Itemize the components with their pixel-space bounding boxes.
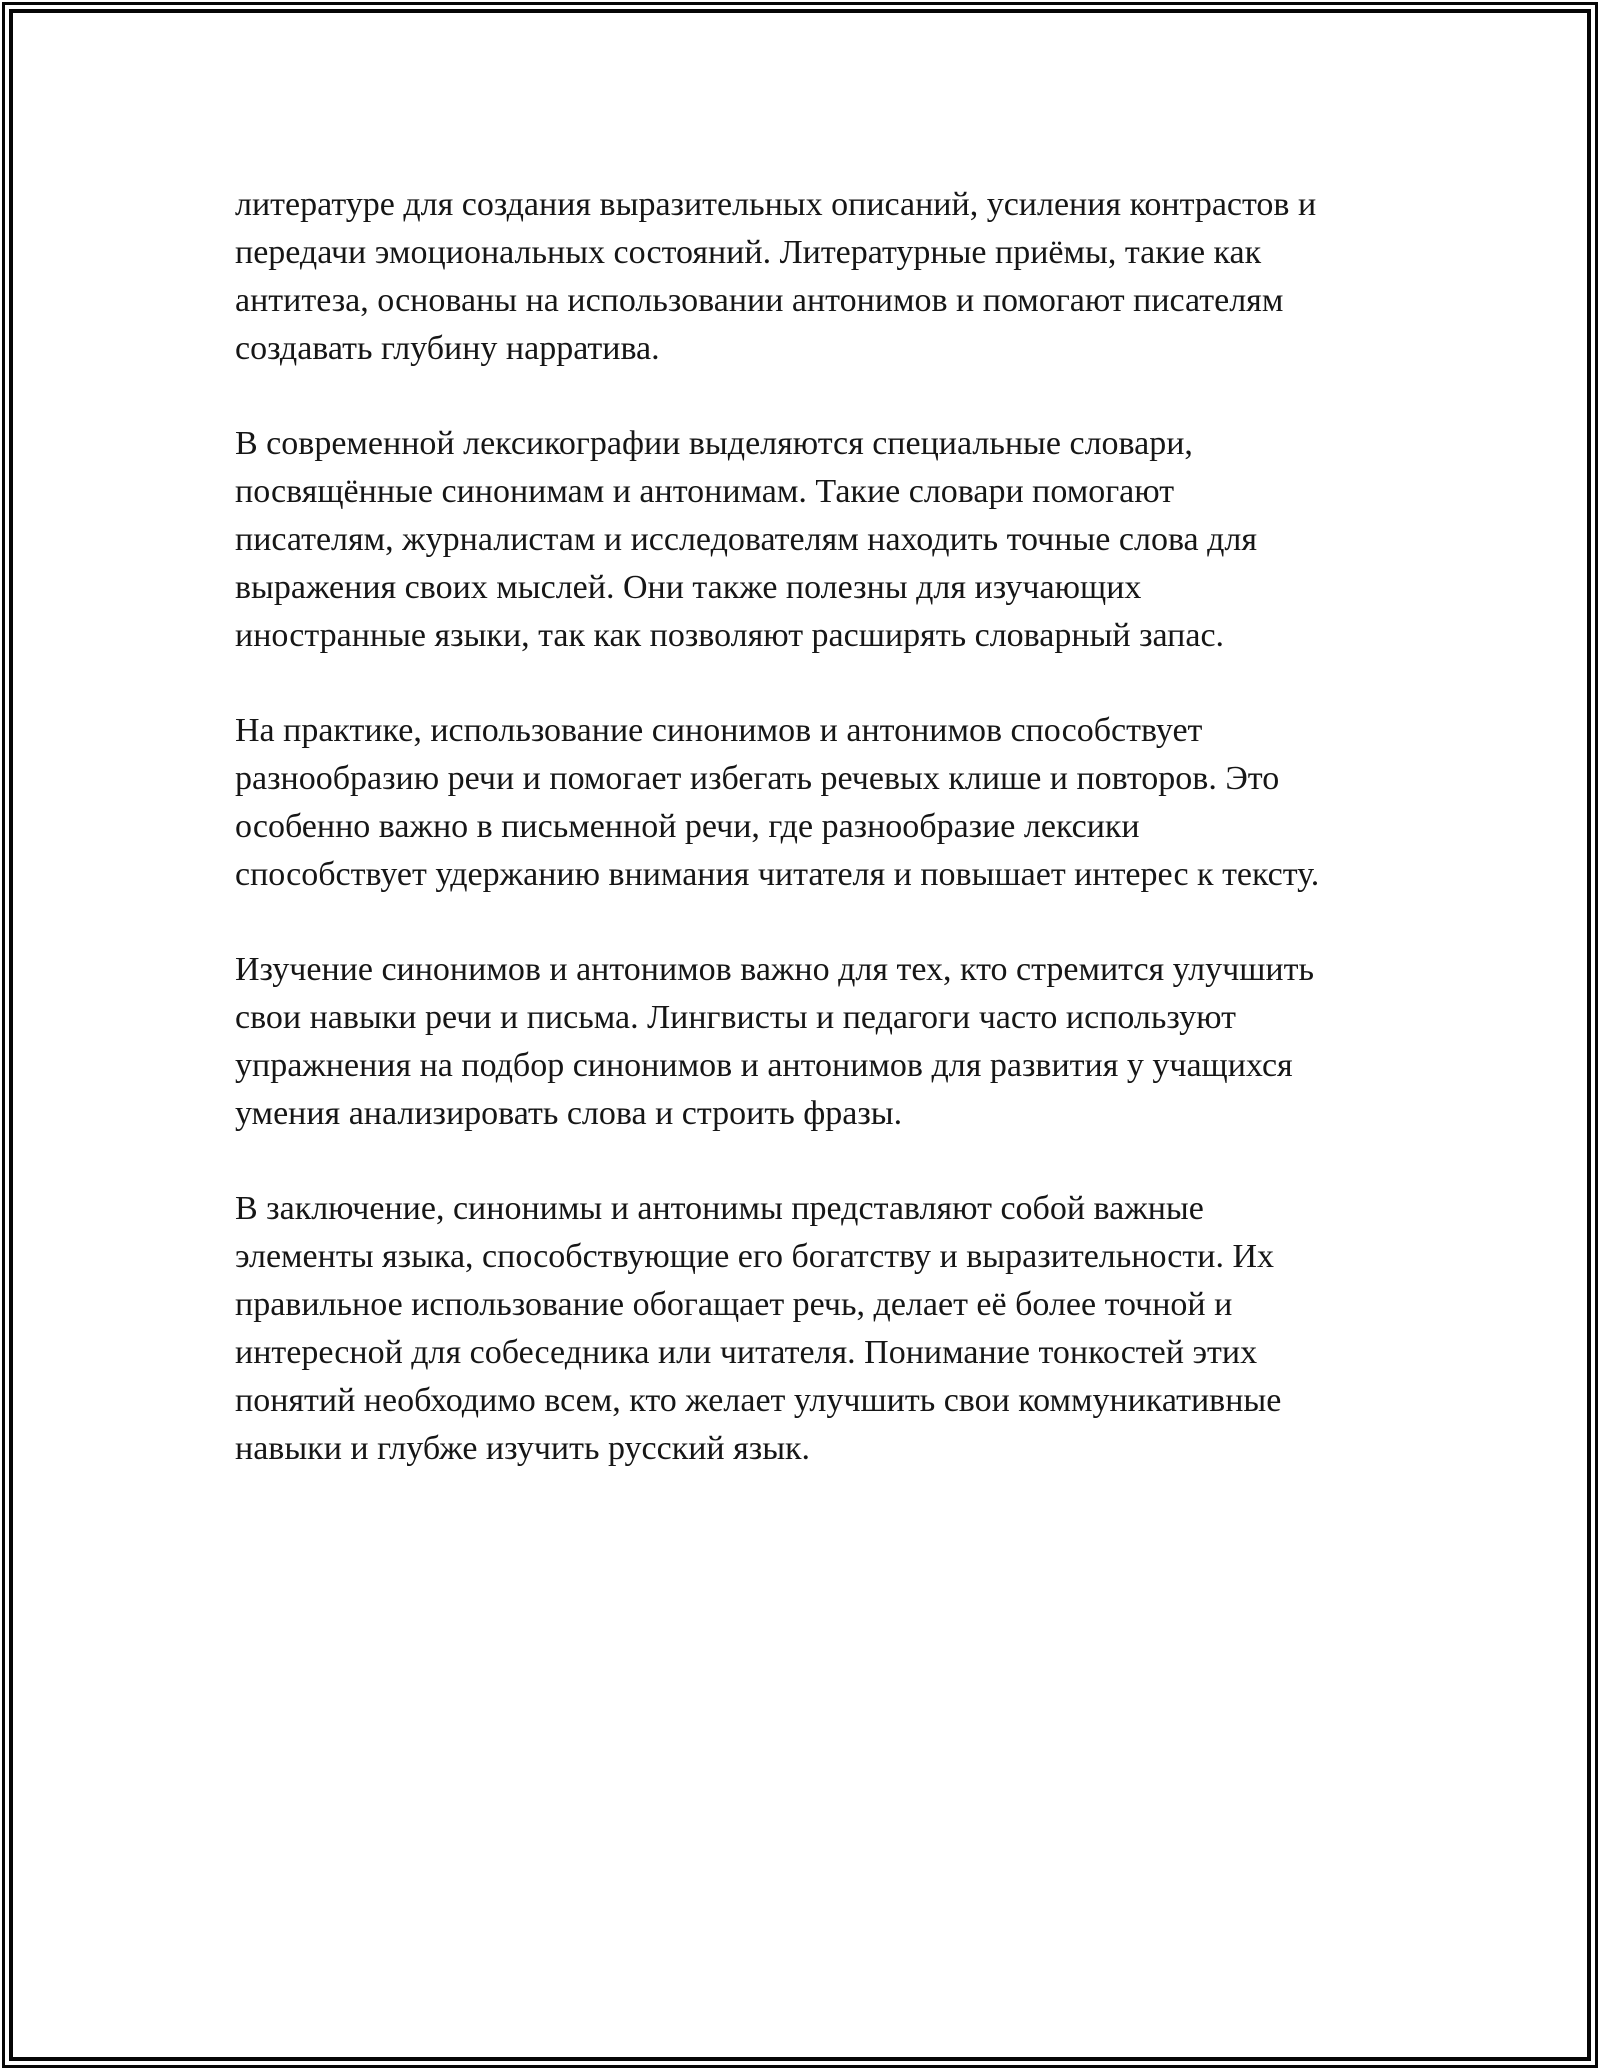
- paragraph-conclusion: В заключение, синонимы и антонимы представляют собой важные элементы языка, способствующие его богатству и выразительности. Их правильное использование обогащает речь, делает её более точной и интересной для собеседника или читателя. Понимание тонкостей этих понятий необходимо всем, кто желает улучшить свои коммуникативные навыки и глубже изучить русский язык.: [235, 1190, 1282, 1467]
- page-outer-border: [2, 2, 1598, 2068]
- paragraph-literary-devices: литературе для создания выразительных описаний, усиления контрастов и передачи эмоциональных состояний. Литературные приёмы, такие как антитеза, основаны на использовании антонимов и помогают писателям создавать глубину нарратива.: [235, 186, 1317, 367]
- document-text-body: [235, 181, 1335, 1473]
- page-inner-border: [9, 9, 1591, 2061]
- paragraph-lexicography: В современной лексикографии выделяются специальные словари, посвящённые синонимам и антонимам. Такие словари помогают писателям, журналистам и исследователям находить точные слова для выражения своих мыслей. Они также полезны для изучающих иностранные языки, так как позволяют расширять словарный запас.: [235, 425, 1258, 654]
- paragraph-practice: На практике, использование синонимов и антонимов способствует разнообразию речи и помогает избегать речевых клише и повторов. Это особенно важно в письменной речи, где разнообразие лексики способствует удержанию внимания читателя и повышает интерес к тексту.: [235, 712, 1320, 893]
- paragraph-learning: Изучение синонимов и антонимов важно для тех, кто стремится улучшить свои навыки речи и письма. Лингвисты и педагоги часто используют упражнения на подбор синонимов и антонимов для развития у учащихся умения анализировать слова и строить фразы.: [235, 951, 1314, 1132]
